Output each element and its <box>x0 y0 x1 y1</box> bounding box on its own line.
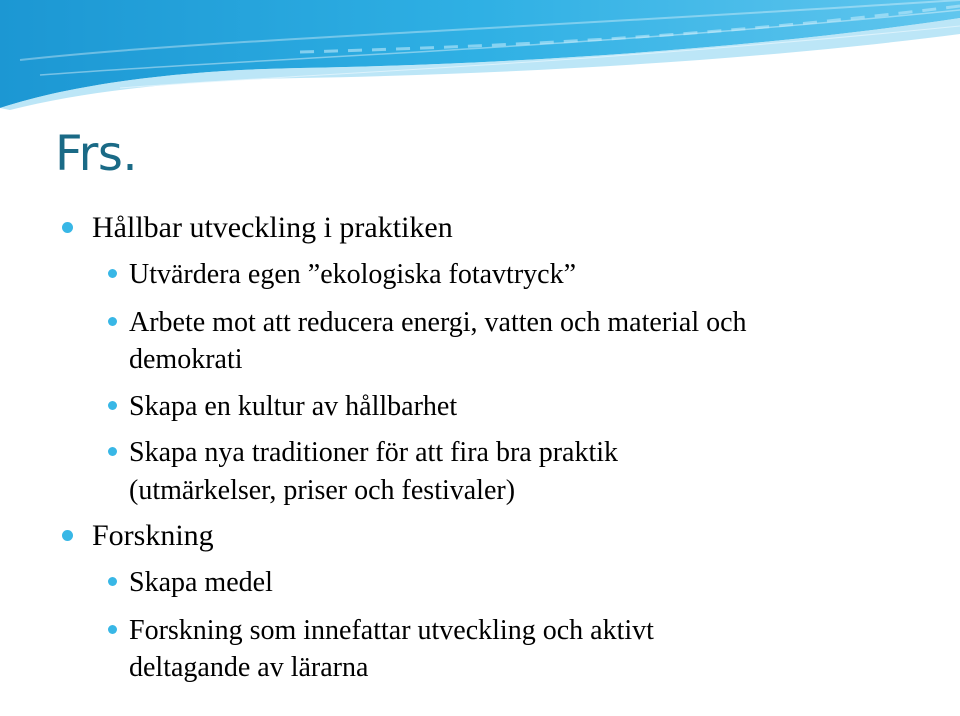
list-item-text: Skapa nya traditioner för att fira bra praktik <box>129 437 619 468</box>
list-item-text: Skapa en kultur av hållbarhet <box>129 391 458 422</box>
list-item-text: Forskning <box>92 519 214 552</box>
list-item-text: (utmärkelser, priser och festivaler) <box>129 475 516 506</box>
slide-title: Frs. <box>55 126 138 182</box>
list-item-text: deltagande av lärarna <box>129 652 369 683</box>
bullet-dot-icon <box>108 269 117 278</box>
bullet-dot-icon <box>62 530 73 541</box>
bullet-dot-icon <box>62 222 73 233</box>
list-item-text: Arbete mot att reducera energi, vatten och material och <box>129 307 747 338</box>
bullet-dot-icon <box>108 577 117 586</box>
bullet-dot-icon <box>108 625 117 634</box>
list-item-text: Skapa medel <box>129 567 273 598</box>
list-item-text: demokrati <box>129 344 243 375</box>
list-item-text: Forskning som innefattar utveckling och aktivt <box>129 615 654 646</box>
list-item-text: Utvärdera egen ”ekologiska fotavtryck” <box>129 259 577 290</box>
bullet-dot-icon <box>108 447 117 456</box>
bullet-dot-icon <box>108 317 117 326</box>
list-item-text: Hållbar utveckling i praktiken <box>92 211 453 244</box>
bullet-dot-icon <box>108 401 117 410</box>
